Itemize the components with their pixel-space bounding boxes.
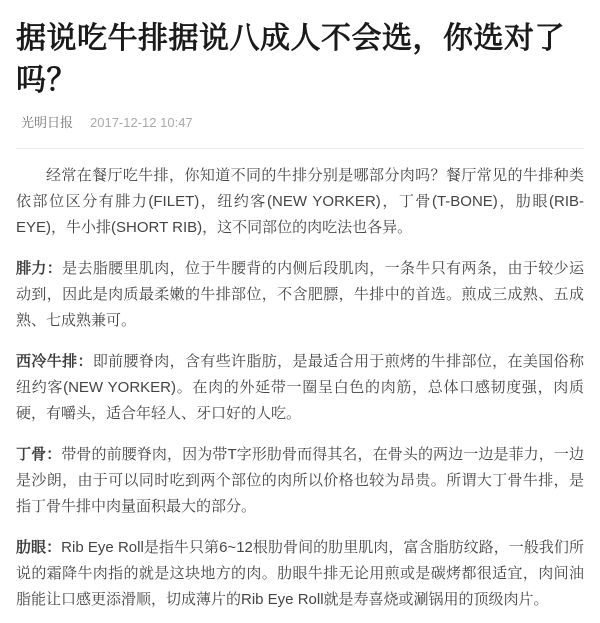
header-divider xyxy=(16,148,584,149)
article-title: 据说吃牛排据说八成人不会选，你选对了吗？ xyxy=(16,22,565,97)
paragraph-intro xyxy=(16,163,584,241)
paragraph-ribeye xyxy=(16,535,584,613)
paragraph-label: 肋眼： xyxy=(16,539,62,556)
paragraph-text: 带骨的前腰脊肉，因为带T字形肋骨而得其名，在骨头的两边一边是菲力，一边是沙朗，由于可以同时吃到两个部位的肉所以价格也较为昂贵。所谓大丁骨牛排，是指丁骨牛排中肉量面积最大的部分。 xyxy=(16,446,584,515)
article-source-link[interactable]: 光明日报 xyxy=(21,115,74,130)
paragraph-text: 经常在餐厅吃牛排，你知道不同的牛排分别是哪部分肉吗？餐厅常见的牛排种类依部位区分有腓力(FILET)，纽约客(NEW YORKER)，丁骨(T-BONE)，肋眼(RIB-EYE)，牛小排(SHORT RIB)，这不同部位的肉吃法也各异。 xyxy=(16,167,584,236)
paragraph-text: 即前腰脊肉，含有些许脂肪，是最适合用于煎烤的牛排部位，在美国俗称纽约客(NEW YORKER)。在肉的外延带一圈呈白色的肉筋，总体口感韧度强，肉质硬，有嚼头，适合年轻人、牙口好的人吃。 xyxy=(16,353,584,422)
paragraph-text: 是去脂腰里肌肉，位于牛腰背的内侧后段肌肉，一条牛只有两条，由于较少运动到，因此是肉质最柔嫩的牛排部位，不含肥膘，牛排中的首选。煎成三成熟、五成熟、七成熟兼可。 xyxy=(16,260,584,329)
paragraph-label: 西冷牛排： xyxy=(16,353,93,370)
paragraph-label: 腓力： xyxy=(16,260,63,277)
article-meta xyxy=(16,114,584,132)
article-publish-date: 2017-12-12 10:47 xyxy=(90,115,193,130)
paragraph-filet xyxy=(16,256,584,334)
paragraph-sirloin xyxy=(16,349,584,427)
paragraph-label: 丁骨： xyxy=(16,446,62,463)
paragraph-text: Rib Eye Roll是指牛只第6~12根肋骨间的肋里肌肉，富含脂肪纹路，一般我们所说的霜降牛肉指的就是这块地方的肉。肋眼牛排无论用煎或是碳烤都很适宜，肉间油脂能让口感更添滑顺，切成薄片的Rib Eye Roll就是寿喜烧或涮锅用的顶级肉片。 xyxy=(16,539,584,608)
paragraph-tbone xyxy=(16,442,584,520)
